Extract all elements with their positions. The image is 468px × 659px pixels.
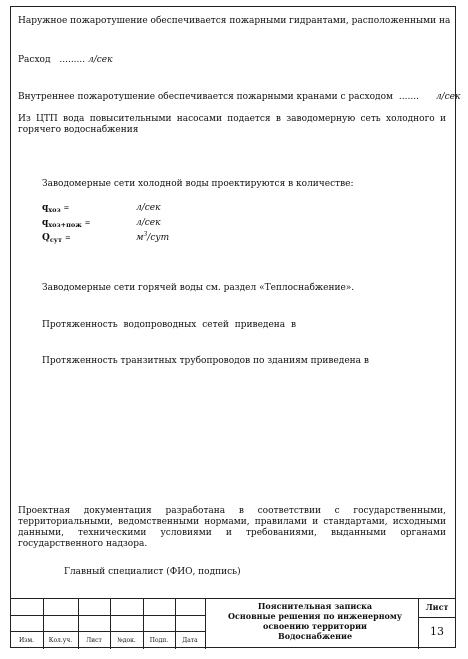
text-ctp: Из ЦТП вода повысительными насосами подается в заводомерную сеть холодного и горячего водоснабжения bbox=[18, 114, 446, 135]
col-data: Дата bbox=[182, 637, 198, 644]
formula-q-hoz-poz: $q_{хоз+пож}$ = л/сек bbox=[42, 218, 161, 229]
text-hydrants: Наружное пожаротушение обеспечивается пожарными гидрантами, расположенными на bbox=[18, 16, 451, 26]
col-kol-uch: Кол.уч. bbox=[48, 637, 73, 644]
document-title: Пояснительная записка Основные решения по инженерному освоению территории Водоснабжение bbox=[228, 601, 402, 641]
formula-q-sut: $Q_{сут}$ = $м^3$/сут bbox=[42, 231, 170, 244]
text-project: Проектная документация разработана в соответствии с государственными, территориальными, ведомственными нормами, правилами и стандартами, исходными данными, техническими условиями и требованиями, выданными органами государственного надзора. bbox=[18, 506, 446, 549]
grid-line bbox=[205, 599, 206, 649]
internal-text: Внутреннее пожаротушение обеспечивается пожарными кранами с расходом bbox=[18, 92, 394, 102]
text-signature: Главный специалист (ФИО, подпись) bbox=[64, 567, 241, 577]
flow-row bbox=[18, 55, 113, 66]
formula-q-hoz: $q_{хоз}$ = л/сек bbox=[42, 203, 161, 214]
text-cold: Заводомерные сети холодной воды проектируются в количестве: bbox=[42, 179, 354, 189]
flow-label: Расход bbox=[18, 55, 51, 65]
internal-unit: л/сек bbox=[435, 92, 461, 102]
grid-line bbox=[418, 617, 456, 618]
col-ndok: №док. bbox=[117, 637, 136, 644]
flow-unit: л/сек bbox=[88, 55, 113, 65]
grid-line bbox=[10, 631, 205, 632]
sheet-label: Лист bbox=[425, 602, 449, 612]
col-izm: Изм. bbox=[18, 637, 35, 644]
title-block-stamp bbox=[10, 598, 456, 648]
sheet-number: 13 bbox=[430, 625, 444, 638]
flow-dots: ......... bbox=[59, 55, 86, 65]
col-podp: Подп. bbox=[149, 637, 169, 644]
text-transit: Протяженность транзитных трубопроводов по зданиям приведена в bbox=[42, 356, 369, 366]
internal-row bbox=[18, 92, 460, 103]
col-list: Лист bbox=[86, 637, 102, 644]
text-length: Протяженность водопроводных сетей приведена в bbox=[42, 320, 297, 330]
text-hot: Заводомерные сети горячей воды см. раздел «Теплоснабжение». bbox=[42, 283, 355, 293]
grid-line bbox=[10, 615, 205, 616]
internal-dots: ....... bbox=[398, 92, 419, 102]
